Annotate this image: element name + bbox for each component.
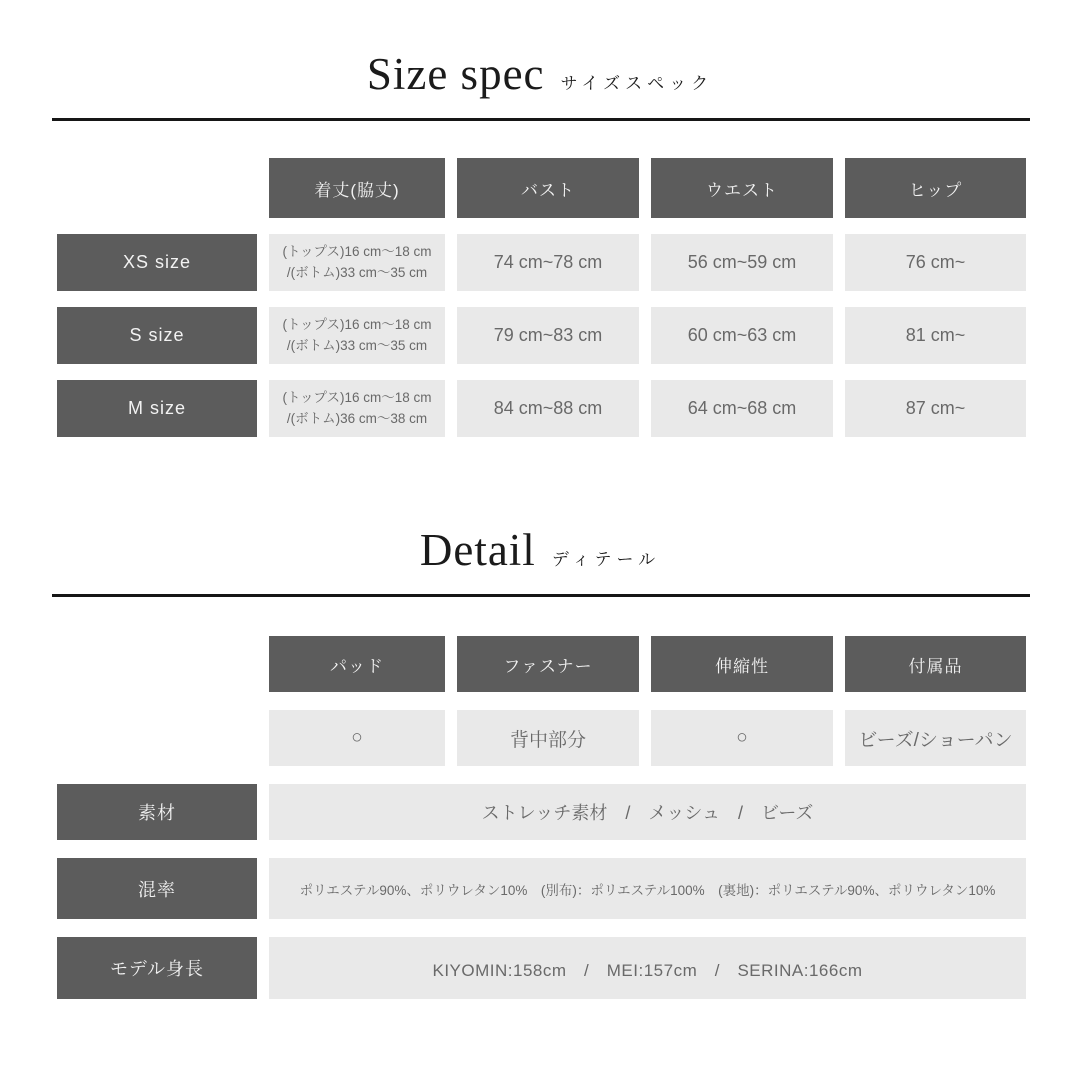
bust-cell-m: 84 cm~88 cm (457, 380, 639, 437)
fiber-mix-value: ポリエステル90%、ポリウレタン10% (別布)：ポリエステル100% (裏地)：ポリエステル90%、ポリウレタン10% (269, 858, 1026, 919)
length-cell-m (269, 380, 445, 437)
waist-cell-s: 60 cm~63 cm (651, 307, 833, 364)
column-header-accessory: 付属品 (845, 636, 1026, 692)
column-header-waist: ウエスト (651, 158, 833, 218)
detail-title-en: Detail (419, 525, 536, 575)
size-row-label-m: M size (57, 380, 257, 437)
column-header-fastener: ファスナー (457, 636, 639, 692)
length-cell-xs-line1: (トップス)16 cm〜18 cm (282, 243, 432, 259)
fastener-value: 背中部分 (457, 710, 639, 766)
length-cell-xs (269, 234, 445, 291)
size-spec-table (57, 158, 1026, 437)
size-spec-title-en: Size spec (366, 49, 545, 99)
length-cell-s-line1: (トップス)16 cm〜18 cm (282, 316, 432, 332)
hip-cell-xs: 76 cm~ (845, 234, 1026, 291)
column-header-length: 着丈(脇丈) (269, 158, 445, 218)
size-spec-title-ja: サイズスペック (560, 74, 714, 93)
waist-cell-xs: 56 cm~59 cm (651, 234, 833, 291)
column-header-pad: パッド (269, 636, 445, 692)
material-value: ストレッチ素材 / メッシュ / ビーズ (269, 784, 1026, 840)
length-cell-s-line2: /(ボトム)33 cm〜35 cm (286, 337, 428, 353)
model-height-value: KIYOMIN:158cm / MEI:157cm / SERINA:166cm (269, 937, 1026, 999)
bust-cell-xs: 74 cm~78 cm (457, 234, 639, 291)
length-cell-m-line1: (トップス)16 cm〜18 cm (282, 389, 432, 405)
material-row-label: 素材 (57, 784, 257, 840)
detail-values-row-spacer (57, 710, 257, 766)
bust-cell-s: 79 cm~83 cm (457, 307, 639, 364)
detail-title-ja: ディテール (551, 550, 661, 569)
size-spec-title (0, 48, 1080, 100)
length-cell-m-line2: /(ボトム)36 cm〜38 cm (286, 410, 428, 426)
size-row-label-xs: XS size (57, 234, 257, 291)
column-header-hip: ヒップ (845, 158, 1026, 218)
detail-table-corner-spacer (57, 636, 257, 692)
size-table-corner-spacer (57, 158, 257, 218)
fiber-mix-row-label: 混率 (57, 858, 257, 919)
size-row-label-s: S size (57, 307, 257, 364)
column-header-bust: バスト (457, 158, 639, 218)
column-header-stretch: 伸縮性 (651, 636, 833, 692)
stretch-value: ○ (651, 710, 833, 766)
hip-cell-s: 81 cm~ (845, 307, 1026, 364)
detail-title (0, 524, 1080, 576)
detail-table (57, 636, 1026, 999)
length-cell-xs-line2: /(ボトム)33 cm〜35 cm (286, 264, 428, 280)
pad-value: ○ (269, 710, 445, 766)
size-section-divider (52, 118, 1030, 121)
detail-section-divider (52, 594, 1030, 597)
length-cell-s (269, 307, 445, 364)
model-height-row-label: モデル身長 (57, 937, 257, 999)
waist-cell-m: 64 cm~68 cm (651, 380, 833, 437)
accessory-value: ビーズ/ショーパン (845, 710, 1026, 766)
hip-cell-m: 87 cm~ (845, 380, 1026, 437)
